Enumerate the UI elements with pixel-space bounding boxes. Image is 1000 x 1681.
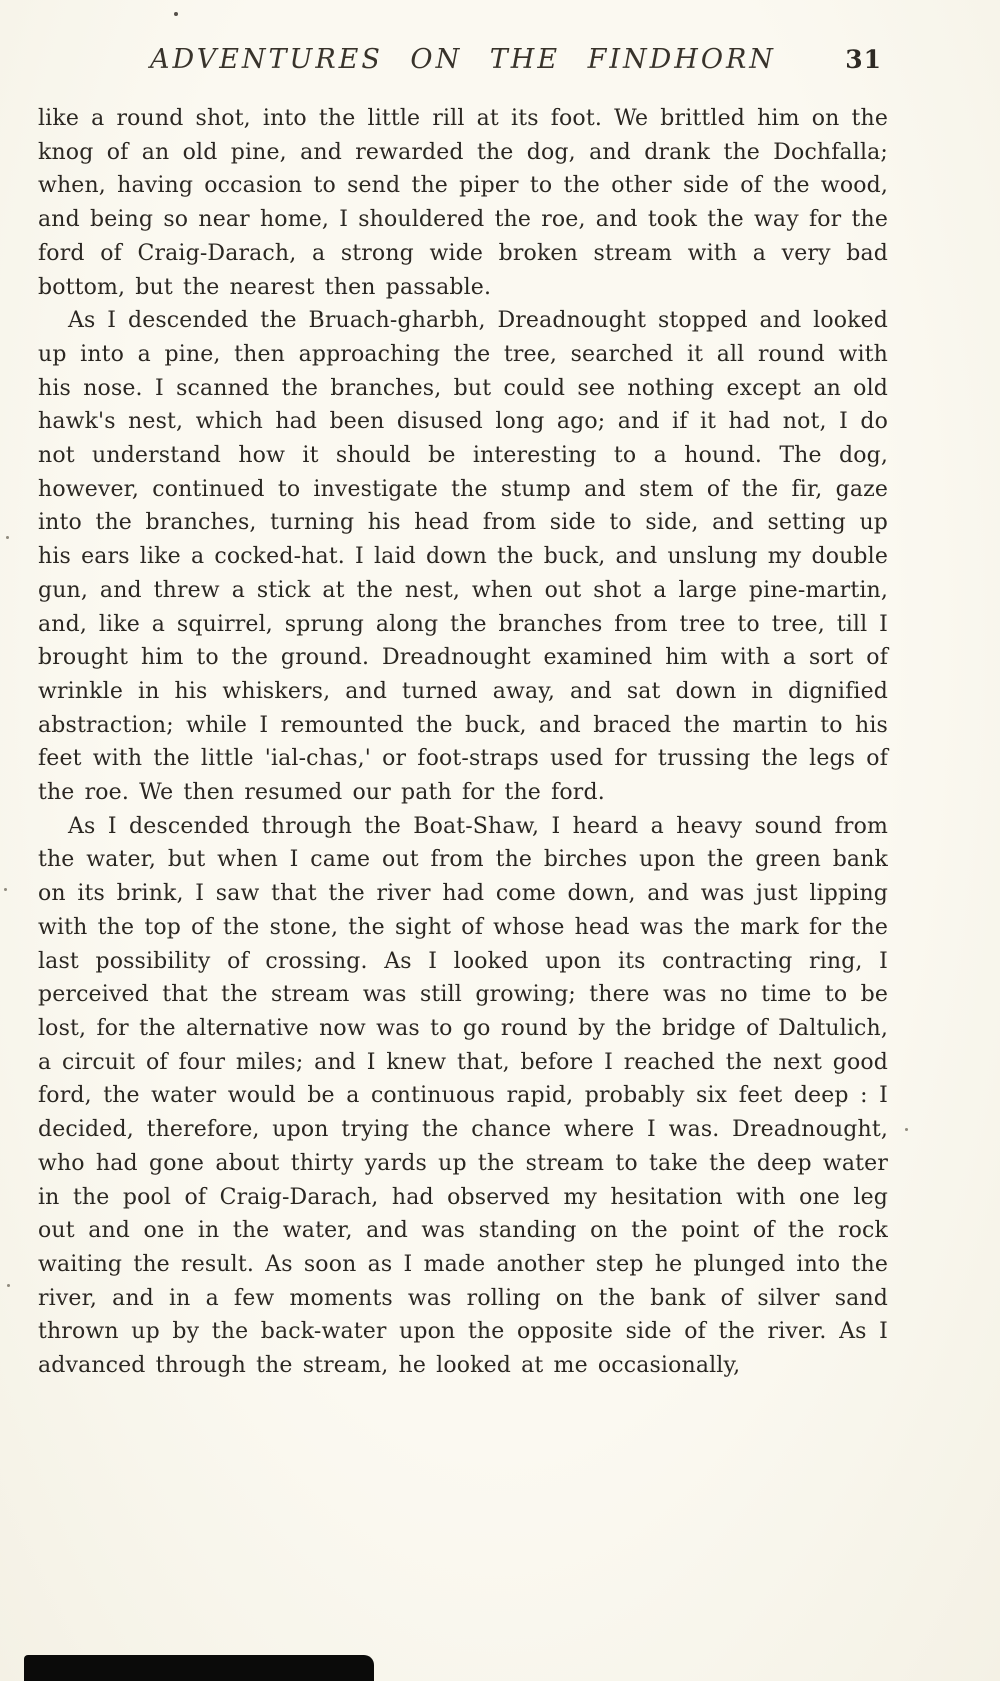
paragraph: As I descended the Bruach-gharbh, Dreadnought stopped and looked up into a pine, then approaching the tree, searched it all round with his nose. I scanned the branches, but could see nothing except an old hawk's nest, which had been disused long ago; and if it had not, I do not understand how it should be interesting to a hound. The dog, however, continued to investigate the stump and stem of the fir, gaze into the branches, turning his head from side to side, and setting up his ears like a cocked-hat. I laid down the buck, and unslung my double gun, and threw a stick at the nest, when out shot a large pine-martin, and, like a squirrel, sprung along the branches from tree to tree, till I brought him to the ground. Dreadnought examined him with a sort of wrinkle in his whiskers, and turned away, and sat down in dignified abstraction; while I remounted the buck, and braced the martin to his feet with the little 'ial-chas,' or foot-straps used for trussing the legs of the roe. We then resumed our path for the ford. [38, 308, 889, 806]
page-text [38, 102, 888, 1383]
running-title: ADVENTURES ON THE FINDHORN [150, 44, 776, 75]
scan-speck [6, 536, 9, 539]
scan-speck [905, 1128, 908, 1131]
running-header [38, 44, 888, 75]
paragraph-continuation: like a round shot, into the little rill at its foot. We brittled him on the knog of an old pine, and rewarded the dog, and drank the Dochfalla; when, having occasion to send the piper to the other side of the wood, and being so near home, I shouldered the roe, and took the way for the ford of Craig-Darach, a strong wide broken stream with a very bad bottom, but the nearest then passable. [38, 106, 888, 300]
scan-speck [4, 888, 7, 891]
page-number: 31 [845, 45, 882, 74]
scan-speck [174, 12, 178, 16]
paragraph: As I descended through the Boat-Shaw, I heard a heavy sound from the water, but when I came out from the birches upon the green bank on its brink, I saw that the river had come down, and was just lipping with the top of the stone, the sight of whose head was the mark for the last possibility of crossing. As I looked upon its contracting ring, I perceived that the stream was still growing; there was no time to be lost, for the alternative now was to go round by the bridge of Daltulich, a circuit of four miles; and I knew that, before I reached the next good ford, the water would be a continuous rapid, probably six feet deep : I decided, therefore, upon trying the chance where I was. Dreadnought, who had gone about thirty yards up the stream to take the deep water in the pool of Craig-Darach, had observed my hesitation with one leg out and one in the water, and was standing on the point of the rock waiting the result. As soon as I made another step he plunged into the river, and in a few moments was rolling on the bank of silver sand thrown up by the back-water upon the opposite side of the river. As I advanced through the stream, he looked at me occasionally, [38, 813, 888, 1379]
scan-artifact-bar [24, 1655, 374, 1681]
scan-speck [7, 1284, 10, 1287]
